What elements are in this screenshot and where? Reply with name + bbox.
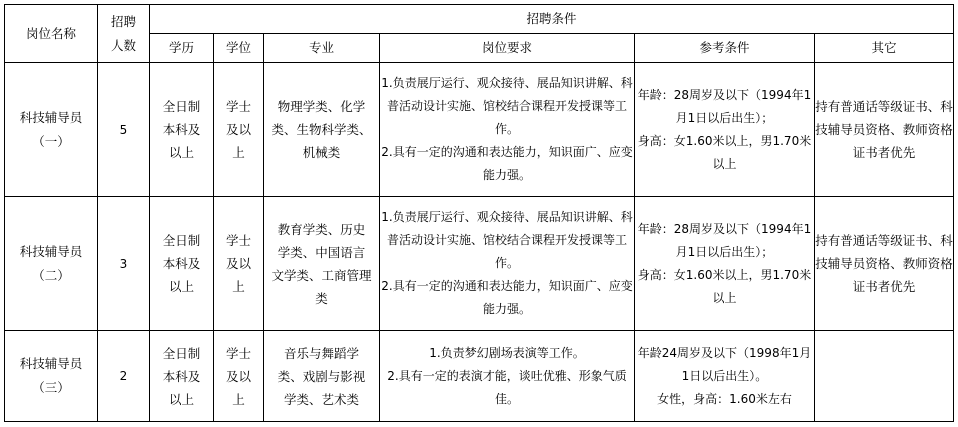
requirement-item: 1.负责梦幻剧场表演等工作。 <box>429 345 585 360</box>
degree-line: 上 <box>232 391 245 407</box>
requirement-item: 2.具有一定的沟通和表达能力，知识面广、应变能力强。 <box>381 279 633 316</box>
position-name: 科技辅导员 <box>19 243 83 259</box>
requirements-cell <box>380 197 635 331</box>
degree-line: 及以 <box>225 122 251 137</box>
reference-cell <box>635 331 815 422</box>
major-line: 类、生物科学类、 <box>271 122 372 137</box>
education-cell <box>150 63 214 197</box>
position-name: 科技辅导员 <box>19 109 83 125</box>
requirement-item: 1.负责展厅运行、观众接待、展品知识讲解、科普活动设计实施、馆校结合课程开发授课等工作。 <box>381 76 633 136</box>
position-number: （三） <box>32 380 70 395</box>
recruitment-table <box>4 4 954 422</box>
major-line: 类 <box>315 290 328 306</box>
major-line: 音乐与舞蹈学 <box>283 345 359 361</box>
reference-cell <box>635 197 815 331</box>
reference-height: 身高：女1.60米以上，男1.70米以上 <box>637 133 812 171</box>
degree-line: 学士 <box>225 233 251 248</box>
header-reference: 参考条件 <box>635 34 815 63</box>
header-other: 其它 <box>815 34 954 63</box>
education-line: 以上 <box>168 391 194 407</box>
requirement-item: 1.负责展厅运行、观众接待、展品知识讲解、科普活动设计实施、馆校结合课程开发授课等工作。 <box>381 210 633 270</box>
major-line: 类、戏剧与影视 <box>277 368 366 384</box>
degree-line: 及以 <box>225 256 251 271</box>
education-line: 全日制 <box>162 99 201 114</box>
major-line: 机械类 <box>302 145 341 160</box>
major-cell <box>264 331 380 422</box>
other-text: 持有普通话等级证书、科技辅导员资格、教师资格证书者优先 <box>815 233 953 294</box>
degree-line: 及以 <box>225 368 251 384</box>
major-line: 文学类、工商管理 <box>271 267 372 283</box>
header-requirements: 岗位要求 <box>380 34 635 63</box>
headcount-cell: 5 <box>98 63 150 197</box>
other-cell <box>815 63 954 197</box>
other-cell <box>815 197 954 331</box>
headcount-cell: 2 <box>98 331 150 422</box>
education-line: 以上 <box>168 279 194 294</box>
major-cell <box>264 63 380 197</box>
reference-height: 女性，身高：1.60米左右 <box>657 391 792 406</box>
position-number: （一） <box>32 133 70 149</box>
requirements-cell <box>380 331 635 422</box>
requirements-cell <box>380 63 635 197</box>
major-line: 物理学类、化学 <box>277 99 366 114</box>
requirement-item: 2.具有一定的沟通和表达能力，知识面广、应变能力强。 <box>381 145 633 182</box>
requirement-item: 2.具有一定的表演才能，谈吐优雅、形象气质佳。 <box>387 368 627 406</box>
header-headcount-line2: 人数 <box>110 37 136 53</box>
position-name-cell <box>5 197 98 331</box>
degree-line: 学士 <box>225 345 251 361</box>
degree-cell <box>214 331 264 422</box>
header-major: 专业 <box>264 34 380 63</box>
position-number: （二） <box>32 267 70 283</box>
education-line: 全日制 <box>162 233 201 248</box>
table-row <box>5 197 954 331</box>
header-position-name: 岗位名称 <box>5 5 98 63</box>
reference-age: 年龄24周岁及以下（1998年1月1日以后出生）。 <box>637 345 812 383</box>
degree-line: 上 <box>232 279 245 294</box>
reference-age: 年龄：28周岁及以下（1994年1月1日以后出生）； <box>637 221 812 259</box>
education-line: 本科及 <box>162 256 201 271</box>
headcount-cell: 3 <box>98 197 150 331</box>
education-line: 以上 <box>168 145 194 160</box>
position-name-cell <box>5 63 98 197</box>
major-line: 学类、中国语言 <box>277 244 366 260</box>
education-cell <box>150 331 214 422</box>
table-row <box>5 331 954 422</box>
reference-cell <box>635 63 815 197</box>
education-cell <box>150 197 214 331</box>
header-headcount <box>98 5 150 63</box>
degree-line: 上 <box>232 145 245 160</box>
header-headcount-line1: 招聘 <box>110 13 136 29</box>
position-name-cell <box>5 331 98 422</box>
other-text: 持有普通话等级证书、科技辅导员资格、教师资格证书者优先 <box>815 99 953 160</box>
education-line: 本科及 <box>162 122 201 137</box>
other-cell <box>815 331 954 422</box>
education-line: 本科及 <box>162 368 201 384</box>
reference-age: 年龄：28周岁及以下（1994年1月1日以后出生）； <box>637 87 812 125</box>
header-degree: 学位 <box>214 34 264 63</box>
degree-line: 学士 <box>225 99 251 114</box>
major-line: 学类、艺术类 <box>283 391 359 407</box>
education-line: 全日制 <box>162 345 201 361</box>
major-line: 教育学类、历史 <box>277 221 366 237</box>
degree-cell <box>214 63 264 197</box>
position-name: 科技辅导员 <box>19 356 83 371</box>
major-cell <box>264 197 380 331</box>
reference-height: 身高：女1.60米以上，男1.70米以上 <box>637 267 812 305</box>
table-row <box>5 63 954 197</box>
degree-cell <box>214 197 264 331</box>
header-conditions: 招聘条件 <box>150 5 954 34</box>
header-education: 学历 <box>150 34 214 63</box>
